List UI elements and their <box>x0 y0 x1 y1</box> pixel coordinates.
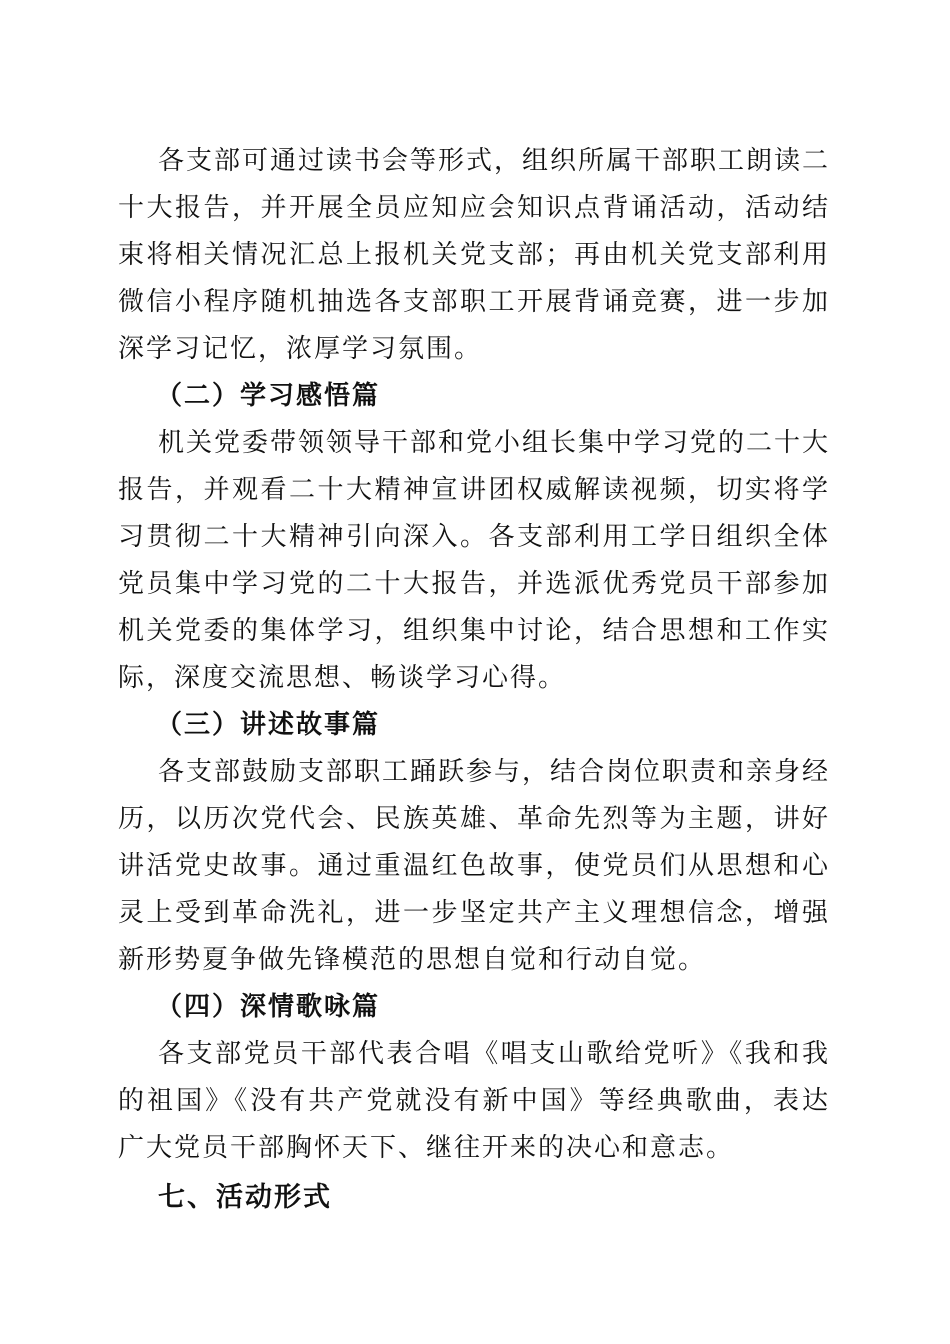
paragraph-reading-activity: 各支部可通过读书会等形式，组织所属干部职工朗读二十大报告，并开展全员应知应会知识点背诵活动，活动结束将相关情况汇总上报机关党支部；再由机关党支部利用微信小程序随机抽选各支部职工开展背诵竞赛，进一步加深学习记忆，浓厚学习氛围。 <box>118 146 831 364</box>
paragraph-storytelling: 各支部鼓励支部职工踊跃参与，结合岗位职责和亲身经历，以历次党代会、民族英雄、革命先烈等为主题，讲好讲活党史故事。通过重温红色故事，使党员们从思想和心灵上受到革命洗礼，进一步坚定共产主义理想信念，增强新形势夏争做先锋模范的思想自觉和行动自觉。 <box>118 757 831 975</box>
paragraph-study-insights: 机关党委带领领导干部和党小组长集中学习党的二十大报告，并观看二十大精神宣讲团权威解读视频，切实将学习贯彻二十大精神引向深入。各支部利用工学日组织全体党员集中学习党的二十大报告，并选派优秀党员干部参加机关党委的集体学习，组织集中讨论，结合思想和工作实际，深度交流思想、畅谈学习心得。 <box>118 428 831 693</box>
heading-singing: （四）深情歌咏篇 <box>156 992 381 1022</box>
section-heading-activity-form: 七、活动形式 <box>158 1182 332 1213</box>
paragraph-singing: 各支部党员干部代表合唱《唱支山歌给党听》《我和我的祖国》《没有共产党就没有新中国》等经典歌曲，表达广大党员干部胸怀天下、继往开来的决心和意志。 <box>118 1039 830 1163</box>
heading-storytelling: （三）讲述故事篇 <box>156 710 381 740</box>
document-page <box>118 138 830 1224</box>
heading-study-insights: （二）学习感悟篇 <box>156 381 381 411</box>
